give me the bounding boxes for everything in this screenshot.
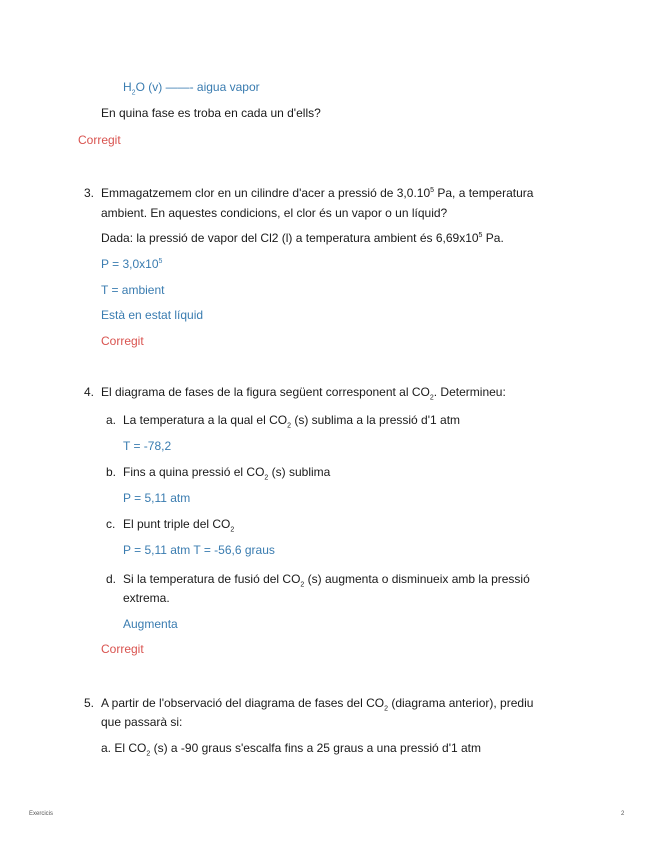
q3-line1: Emmagatzemem clor en un cilindre d'acer a pressió de 3,0.10$^5$ Pa, a temperatura	[101, 186, 534, 200]
q3-number: 3.	[84, 186, 95, 200]
q5-line2: que passarà si:	[101, 715, 183, 729]
q3-line2: ambient. En aquestes condicions, el clor és un vapor o un líquid?	[101, 206, 448, 220]
q3-data-line: Dada: la pressió de vapor del Cl2 (l) a temperatura ambient és $6,69x10^5$ Pa.	[101, 231, 504, 245]
footer-section-name: Exercicis	[29, 811, 54, 817]
intro-question: En quina fase es troba en cada un d'ells?	[101, 106, 321, 120]
corrected-link-intro[interactable]: Corregit	[78, 133, 121, 147]
q3-answer-temperature: T = ambient	[101, 283, 165, 297]
corrected-link-q4[interactable]: Corregit	[101, 642, 144, 656]
q4b-marker: b.	[106, 465, 117, 479]
q5-number: 5.	[84, 696, 95, 710]
q4c-text: El punt triple del $CO_2$	[123, 517, 235, 534]
q4d-answer: Augmenta	[123, 617, 178, 631]
q3-answer-pressure: $P = 3,0x10^5$	[101, 257, 163, 271]
q4-intro: El diagrama de fases de la figura següent corresponent al $CO_2$. Determineu:	[101, 385, 506, 402]
q5a-text: a. El $CO_2$ (s) a -90 graus s'escalfa fins a 25 graus a una pressió d'1 atm	[101, 741, 482, 758]
q4a-marker: a.	[106, 413, 117, 427]
q4a-answer: T = -78,2	[123, 439, 172, 453]
q5-line1: A partir de l'observació del diagrama de fases del $CO_2$ (diagrama anterior), prediu	[101, 696, 534, 713]
q4c-marker: c.	[106, 517, 116, 531]
q4b-text: Fins a quina pressió el $CO_2$ (s) sublima	[123, 465, 331, 482]
q4c-answer: P = 5,11 atm T = -56,6 graus	[123, 543, 275, 557]
q4b-answer: P = 5,11 atm	[123, 491, 191, 505]
q4-number: 4.	[84, 385, 95, 399]
corrected-link-q3[interactable]: Corregit	[101, 334, 144, 348]
q4a-text: La temperatura a la qual el $CO_2$ (s) sublima a la pressió d'1 atm	[123, 413, 461, 430]
q4d-text-line2: extrema.	[123, 591, 170, 605]
footer-page-number: 2	[621, 811, 625, 817]
q4d-marker: d.	[106, 572, 117, 586]
h2o-vapor-line: $H_2O$ (v) ——- aigua vapor	[123, 80, 260, 97]
q4d-text: Si la temperatura de fusió del $CO_2$ (s) augmenta o disminueix amb la pressió	[123, 572, 530, 589]
q3-answer-state: Està en estat líquid	[101, 308, 204, 322]
